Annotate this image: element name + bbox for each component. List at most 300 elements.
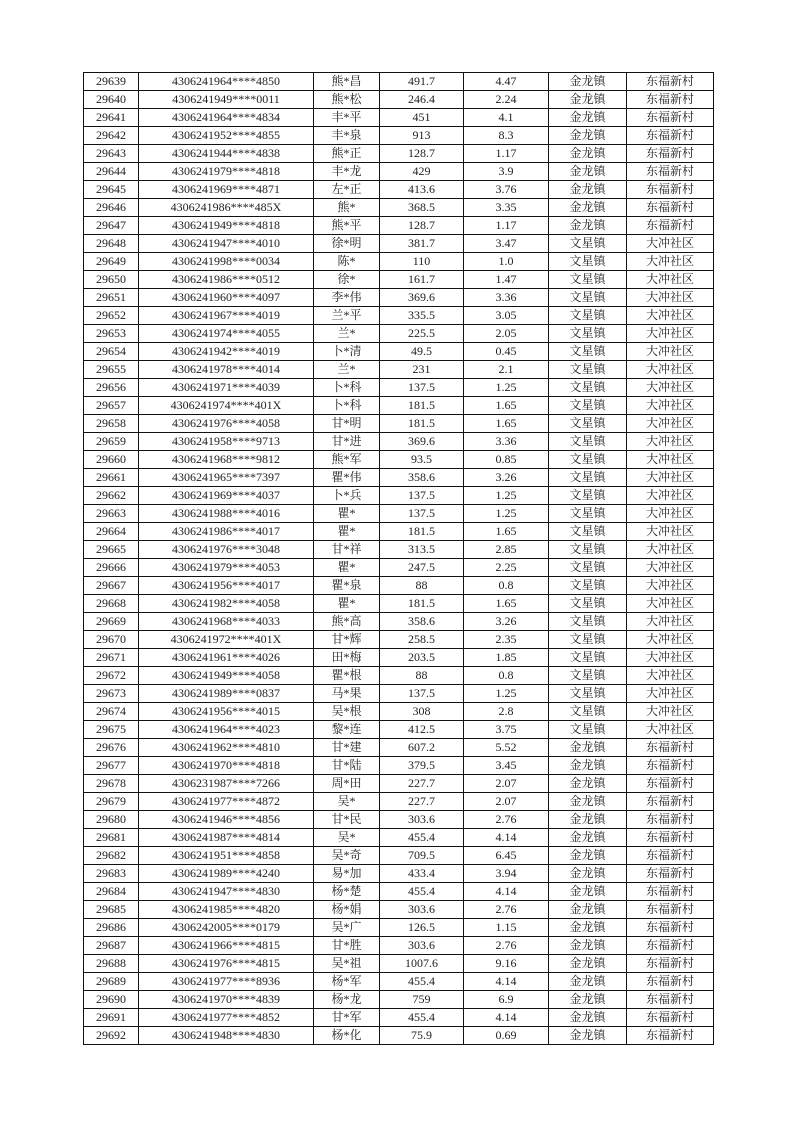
name-cell: 杨*龙 bbox=[314, 991, 380, 1009]
amount-cell: 308 bbox=[380, 703, 464, 721]
amount-cell: 88 bbox=[380, 667, 464, 685]
name-cell: 瞿*伟 bbox=[314, 469, 380, 487]
table-row bbox=[84, 343, 714, 361]
table-row bbox=[84, 235, 714, 253]
id-number-cell: 4306241979****4818 bbox=[139, 163, 314, 181]
amount-cell: 137.5 bbox=[380, 685, 464, 703]
name-cell: 丰*平 bbox=[314, 109, 380, 127]
town-cell: 文星镇 bbox=[549, 253, 627, 271]
name-cell: 卜*科 bbox=[314, 379, 380, 397]
id-number-cell: 4306241964****4834 bbox=[139, 109, 314, 127]
serial-number-cell: 29686 bbox=[84, 919, 139, 937]
quantity-cell: 0.8 bbox=[464, 667, 549, 685]
serial-number-cell: 29645 bbox=[84, 181, 139, 199]
town-cell: 金龙镇 bbox=[549, 1009, 627, 1027]
id-number-cell: 4306241947****4010 bbox=[139, 235, 314, 253]
id-number-cell: 4306241956****4017 bbox=[139, 577, 314, 595]
town-cell: 文星镇 bbox=[549, 415, 627, 433]
village-cell: 大冲社区 bbox=[627, 235, 714, 253]
amount-cell: 181.5 bbox=[380, 415, 464, 433]
id-number-cell: 4306241967****4019 bbox=[139, 307, 314, 325]
town-cell: 金龙镇 bbox=[549, 739, 627, 757]
village-cell: 东福新村 bbox=[627, 1027, 714, 1045]
amount-cell: 313.5 bbox=[380, 541, 464, 559]
amount-cell: 75.9 bbox=[380, 1027, 464, 1045]
quantity-cell: 8.3 bbox=[464, 127, 549, 145]
serial-number-cell: 29680 bbox=[84, 811, 139, 829]
amount-cell: 369.6 bbox=[380, 289, 464, 307]
quantity-cell: 0.85 bbox=[464, 451, 549, 469]
quantity-cell: 2.35 bbox=[464, 631, 549, 649]
village-cell: 东福新村 bbox=[627, 199, 714, 217]
serial-number-cell: 29677 bbox=[84, 757, 139, 775]
name-cell: 瞿* bbox=[314, 559, 380, 577]
quantity-cell: 5.52 bbox=[464, 739, 549, 757]
village-cell: 东福新村 bbox=[627, 811, 714, 829]
quantity-cell: 3.76 bbox=[464, 181, 549, 199]
name-cell: 卜*科 bbox=[314, 397, 380, 415]
table-row bbox=[84, 667, 714, 685]
id-number-cell: 4306241946****4856 bbox=[139, 811, 314, 829]
amount-cell: 137.5 bbox=[380, 379, 464, 397]
amount-cell: 181.5 bbox=[380, 397, 464, 415]
table-row bbox=[84, 649, 714, 667]
id-number-cell: 4306241978****4014 bbox=[139, 361, 314, 379]
quantity-cell: 3.36 bbox=[464, 289, 549, 307]
serial-number-cell: 29659 bbox=[84, 433, 139, 451]
village-cell: 大冲社区 bbox=[627, 379, 714, 397]
name-cell: 熊*高 bbox=[314, 613, 380, 631]
village-cell: 东福新村 bbox=[627, 847, 714, 865]
village-cell: 大冲社区 bbox=[627, 289, 714, 307]
table-row bbox=[84, 613, 714, 631]
id-number-cell: 4306241989****0837 bbox=[139, 685, 314, 703]
table-row bbox=[84, 505, 714, 523]
town-cell: 金龙镇 bbox=[549, 847, 627, 865]
name-cell: 陈* bbox=[314, 253, 380, 271]
town-cell: 金龙镇 bbox=[549, 127, 627, 145]
table-row bbox=[84, 415, 714, 433]
name-cell: 周*田 bbox=[314, 775, 380, 793]
amount-cell: 203.5 bbox=[380, 649, 464, 667]
quantity-cell: 2.76 bbox=[464, 937, 549, 955]
serial-number-cell: 29683 bbox=[84, 865, 139, 883]
table-row bbox=[84, 433, 714, 451]
town-cell: 文星镇 bbox=[549, 451, 627, 469]
name-cell: 田*梅 bbox=[314, 649, 380, 667]
town-cell: 金龙镇 bbox=[549, 955, 627, 973]
village-cell: 东福新村 bbox=[627, 163, 714, 181]
name-cell: 甘*建 bbox=[314, 739, 380, 757]
amount-cell: 413.6 bbox=[380, 181, 464, 199]
amount-cell: 247.5 bbox=[380, 559, 464, 577]
village-cell: 大冲社区 bbox=[627, 505, 714, 523]
name-cell: 熊*平 bbox=[314, 217, 380, 235]
quantity-cell: 1.47 bbox=[464, 271, 549, 289]
serial-number-cell: 29661 bbox=[84, 469, 139, 487]
amount-cell: 126.5 bbox=[380, 919, 464, 937]
town-cell: 文星镇 bbox=[549, 235, 627, 253]
village-cell: 大冲社区 bbox=[627, 613, 714, 631]
table-row bbox=[84, 487, 714, 505]
name-cell: 甘*进 bbox=[314, 433, 380, 451]
id-number-cell: 4306241985****4820 bbox=[139, 901, 314, 919]
quantity-cell: 2.24 bbox=[464, 91, 549, 109]
serial-number-cell: 29654 bbox=[84, 343, 139, 361]
village-cell: 大冲社区 bbox=[627, 721, 714, 739]
town-cell: 文星镇 bbox=[549, 487, 627, 505]
id-number-cell: 4306241949****4058 bbox=[139, 667, 314, 685]
amount-cell: 369.6 bbox=[380, 433, 464, 451]
name-cell: 杨*军 bbox=[314, 973, 380, 991]
name-cell: 丰*龙 bbox=[314, 163, 380, 181]
village-cell: 大冲社区 bbox=[627, 577, 714, 595]
name-cell: 熊* bbox=[314, 199, 380, 217]
id-number-cell: 4306241977****4852 bbox=[139, 1009, 314, 1027]
id-number-cell: 4306241948****4830 bbox=[139, 1027, 314, 1045]
town-cell: 文星镇 bbox=[549, 325, 627, 343]
amount-cell: 491.7 bbox=[380, 73, 464, 91]
village-cell: 大冲社区 bbox=[627, 703, 714, 721]
town-cell: 文星镇 bbox=[549, 469, 627, 487]
amount-cell: 303.6 bbox=[380, 937, 464, 955]
name-cell: 吴* bbox=[314, 793, 380, 811]
table-row bbox=[84, 289, 714, 307]
table-body bbox=[84, 73, 714, 1045]
name-cell: 吴*广 bbox=[314, 919, 380, 937]
table-row bbox=[84, 865, 714, 883]
table-row bbox=[84, 397, 714, 415]
name-cell: 卜*清 bbox=[314, 343, 380, 361]
id-number-cell: 4306241976****3048 bbox=[139, 541, 314, 559]
id-number-cell: 4306241949****0011 bbox=[139, 91, 314, 109]
quantity-cell: 1.65 bbox=[464, 415, 549, 433]
name-cell: 甘*民 bbox=[314, 811, 380, 829]
amount-cell: 110 bbox=[380, 253, 464, 271]
name-cell: 徐* bbox=[314, 271, 380, 289]
quantity-cell: 1.25 bbox=[464, 685, 549, 703]
amount-cell: 181.5 bbox=[380, 523, 464, 541]
serial-number-cell: 29664 bbox=[84, 523, 139, 541]
town-cell: 文星镇 bbox=[549, 343, 627, 361]
town-cell: 文星镇 bbox=[549, 289, 627, 307]
serial-number-cell: 29670 bbox=[84, 631, 139, 649]
id-number-cell: 4306242005****0179 bbox=[139, 919, 314, 937]
serial-number-cell: 29666 bbox=[84, 559, 139, 577]
quantity-cell: 1.0 bbox=[464, 253, 549, 271]
name-cell: 甘*辉 bbox=[314, 631, 380, 649]
town-cell: 金龙镇 bbox=[549, 811, 627, 829]
amount-cell: 231 bbox=[380, 361, 464, 379]
table-row bbox=[84, 577, 714, 595]
village-cell: 东福新村 bbox=[627, 1009, 714, 1027]
amount-cell: 93.5 bbox=[380, 451, 464, 469]
village-cell: 东福新村 bbox=[627, 955, 714, 973]
quantity-cell: 2.07 bbox=[464, 775, 549, 793]
village-cell: 大冲社区 bbox=[627, 649, 714, 667]
amount-cell: 455.4 bbox=[380, 829, 464, 847]
id-number-cell: 4306241969****4037 bbox=[139, 487, 314, 505]
amount-cell: 1007.6 bbox=[380, 955, 464, 973]
serial-number-cell: 29692 bbox=[84, 1027, 139, 1045]
village-cell: 东福新村 bbox=[627, 91, 714, 109]
table-row bbox=[84, 739, 714, 757]
id-number-cell: 4306231987****7266 bbox=[139, 775, 314, 793]
table-row bbox=[84, 271, 714, 289]
village-cell: 东福新村 bbox=[627, 919, 714, 937]
name-cell: 甘*祥 bbox=[314, 541, 380, 559]
serial-number-cell: 29658 bbox=[84, 415, 139, 433]
amount-cell: 455.4 bbox=[380, 1009, 464, 1027]
village-cell: 东福新村 bbox=[627, 109, 714, 127]
town-cell: 金龙镇 bbox=[549, 991, 627, 1009]
quantity-cell: 3.75 bbox=[464, 721, 549, 739]
table-row bbox=[84, 127, 714, 145]
quantity-cell: 3.45 bbox=[464, 757, 549, 775]
id-number-cell: 4306241942****4019 bbox=[139, 343, 314, 361]
id-number-cell: 4306241966****4815 bbox=[139, 937, 314, 955]
town-cell: 金龙镇 bbox=[549, 937, 627, 955]
serial-number-cell: 29657 bbox=[84, 397, 139, 415]
table-row bbox=[84, 253, 714, 271]
serial-number-cell: 29665 bbox=[84, 541, 139, 559]
village-cell: 东福新村 bbox=[627, 73, 714, 91]
table-row bbox=[84, 847, 714, 865]
amount-cell: 455.4 bbox=[380, 973, 464, 991]
table-row bbox=[84, 523, 714, 541]
village-cell: 东福新村 bbox=[627, 127, 714, 145]
quantity-cell: 2.8 bbox=[464, 703, 549, 721]
amount-cell: 128.7 bbox=[380, 145, 464, 163]
serial-number-cell: 29656 bbox=[84, 379, 139, 397]
serial-number-cell: 29648 bbox=[84, 235, 139, 253]
village-cell: 大冲社区 bbox=[627, 541, 714, 559]
name-cell: 吴*奇 bbox=[314, 847, 380, 865]
name-cell: 易*加 bbox=[314, 865, 380, 883]
village-cell: 东福新村 bbox=[627, 145, 714, 163]
name-cell: 熊*正 bbox=[314, 145, 380, 163]
serial-number-cell: 29642 bbox=[84, 127, 139, 145]
table-row bbox=[84, 361, 714, 379]
serial-number-cell: 29663 bbox=[84, 505, 139, 523]
table-row bbox=[84, 451, 714, 469]
amount-cell: 455.4 bbox=[380, 883, 464, 901]
quantity-cell: 6.9 bbox=[464, 991, 549, 1009]
serial-number-cell: 29660 bbox=[84, 451, 139, 469]
name-cell: 甘*胜 bbox=[314, 937, 380, 955]
amount-cell: 433.4 bbox=[380, 865, 464, 883]
name-cell: 瞿* bbox=[314, 523, 380, 541]
table-row bbox=[84, 919, 714, 937]
town-cell: 文星镇 bbox=[549, 577, 627, 595]
village-cell: 大冲社区 bbox=[627, 415, 714, 433]
amount-cell: 137.5 bbox=[380, 505, 464, 523]
amount-cell: 137.5 bbox=[380, 487, 464, 505]
serial-number-cell: 29684 bbox=[84, 883, 139, 901]
quantity-cell: 2.85 bbox=[464, 541, 549, 559]
village-cell: 大冲社区 bbox=[627, 271, 714, 289]
table-row bbox=[84, 217, 714, 235]
table-row bbox=[84, 721, 714, 739]
serial-number-cell: 29653 bbox=[84, 325, 139, 343]
town-cell: 文星镇 bbox=[549, 685, 627, 703]
id-number-cell: 4306241965****7397 bbox=[139, 469, 314, 487]
amount-cell: 358.6 bbox=[380, 469, 464, 487]
name-cell: 熊*昌 bbox=[314, 73, 380, 91]
quantity-cell: 4.47 bbox=[464, 73, 549, 91]
amount-cell: 303.6 bbox=[380, 811, 464, 829]
name-cell: 吴*根 bbox=[314, 703, 380, 721]
serial-number-cell: 29682 bbox=[84, 847, 139, 865]
table-row bbox=[84, 307, 714, 325]
name-cell: 马*果 bbox=[314, 685, 380, 703]
town-cell: 文星镇 bbox=[549, 523, 627, 541]
quantity-cell: 1.25 bbox=[464, 505, 549, 523]
serial-number-cell: 29672 bbox=[84, 667, 139, 685]
quantity-cell: 3.26 bbox=[464, 613, 549, 631]
table-row bbox=[84, 631, 714, 649]
quantity-cell: 1.17 bbox=[464, 217, 549, 235]
quantity-cell: 0.8 bbox=[464, 577, 549, 595]
serial-number-cell: 29671 bbox=[84, 649, 139, 667]
name-cell: 瞿* bbox=[314, 505, 380, 523]
id-number-cell: 4306241998****0034 bbox=[139, 253, 314, 271]
town-cell: 文星镇 bbox=[549, 667, 627, 685]
table-row bbox=[84, 829, 714, 847]
id-number-cell: 4306241979****4053 bbox=[139, 559, 314, 577]
table-row bbox=[84, 595, 714, 613]
village-cell: 东福新村 bbox=[627, 937, 714, 955]
amount-cell: 335.5 bbox=[380, 307, 464, 325]
serial-number-cell: 29673 bbox=[84, 685, 139, 703]
serial-number-cell: 29668 bbox=[84, 595, 139, 613]
quantity-cell: 1.65 bbox=[464, 595, 549, 613]
name-cell: 瞿*根 bbox=[314, 667, 380, 685]
quantity-cell: 2.76 bbox=[464, 901, 549, 919]
table-row bbox=[84, 883, 714, 901]
amount-cell: 258.5 bbox=[380, 631, 464, 649]
town-cell: 文星镇 bbox=[549, 379, 627, 397]
records-table bbox=[83, 72, 714, 1045]
table-row bbox=[84, 145, 714, 163]
serial-number-cell: 29652 bbox=[84, 307, 139, 325]
id-number-cell: 4306241970****4839 bbox=[139, 991, 314, 1009]
id-number-cell: 4306241987****4814 bbox=[139, 829, 314, 847]
amount-cell: 49.5 bbox=[380, 343, 464, 361]
serial-number-cell: 29678 bbox=[84, 775, 139, 793]
amount-cell: 225.5 bbox=[380, 325, 464, 343]
name-cell: 徐*明 bbox=[314, 235, 380, 253]
town-cell: 金龙镇 bbox=[549, 1027, 627, 1045]
quantity-cell: 3.05 bbox=[464, 307, 549, 325]
table-row bbox=[84, 73, 714, 91]
village-cell: 东福新村 bbox=[627, 757, 714, 775]
town-cell: 金龙镇 bbox=[549, 91, 627, 109]
town-cell: 文星镇 bbox=[549, 271, 627, 289]
id-number-cell: 4306241962****4810 bbox=[139, 739, 314, 757]
name-cell: 杨*化 bbox=[314, 1027, 380, 1045]
village-cell: 大冲社区 bbox=[627, 253, 714, 271]
town-cell: 金龙镇 bbox=[549, 973, 627, 991]
table-row bbox=[84, 991, 714, 1009]
amount-cell: 88 bbox=[380, 577, 464, 595]
amount-cell: 412.5 bbox=[380, 721, 464, 739]
quantity-cell: 1.17 bbox=[464, 145, 549, 163]
table-row bbox=[84, 181, 714, 199]
name-cell: 熊*军 bbox=[314, 451, 380, 469]
town-cell: 金龙镇 bbox=[549, 919, 627, 937]
village-cell: 大冲社区 bbox=[627, 667, 714, 685]
id-number-cell: 4306241982****4058 bbox=[139, 595, 314, 613]
id-number-cell: 4306241968****4033 bbox=[139, 613, 314, 631]
quantity-cell: 3.9 bbox=[464, 163, 549, 181]
town-cell: 金龙镇 bbox=[549, 145, 627, 163]
serial-number-cell: 29685 bbox=[84, 901, 139, 919]
town-cell: 文星镇 bbox=[549, 559, 627, 577]
town-cell: 金龙镇 bbox=[549, 73, 627, 91]
town-cell: 金龙镇 bbox=[549, 163, 627, 181]
quantity-cell: 3.35 bbox=[464, 199, 549, 217]
quantity-cell: 2.07 bbox=[464, 793, 549, 811]
serial-number-cell: 29662 bbox=[84, 487, 139, 505]
amount-cell: 759 bbox=[380, 991, 464, 1009]
id-number-cell: 4306241974****401X bbox=[139, 397, 314, 415]
village-cell: 大冲社区 bbox=[627, 523, 714, 541]
serial-number-cell: 29646 bbox=[84, 199, 139, 217]
village-cell: 东福新村 bbox=[627, 775, 714, 793]
quantity-cell: 4.1 bbox=[464, 109, 549, 127]
name-cell: 卜*兵 bbox=[314, 487, 380, 505]
town-cell: 金龙镇 bbox=[549, 181, 627, 199]
village-cell: 大冲社区 bbox=[627, 559, 714, 577]
serial-number-cell: 29643 bbox=[84, 145, 139, 163]
name-cell: 熊*松 bbox=[314, 91, 380, 109]
serial-number-cell: 29649 bbox=[84, 253, 139, 271]
name-cell: 兰* bbox=[314, 361, 380, 379]
village-cell: 东福新村 bbox=[627, 901, 714, 919]
serial-number-cell: 29639 bbox=[84, 73, 139, 91]
quantity-cell: 2.1 bbox=[464, 361, 549, 379]
town-cell: 金龙镇 bbox=[549, 199, 627, 217]
id-number-cell: 4306241971****4039 bbox=[139, 379, 314, 397]
town-cell: 文星镇 bbox=[549, 361, 627, 379]
id-number-cell: 4306241977****8936 bbox=[139, 973, 314, 991]
id-number-cell: 4306241977****4872 bbox=[139, 793, 314, 811]
name-cell: 杨*楚 bbox=[314, 883, 380, 901]
quantity-cell: 1.85 bbox=[464, 649, 549, 667]
name-cell: 甘*明 bbox=[314, 415, 380, 433]
quantity-cell: 0.45 bbox=[464, 343, 549, 361]
name-cell: 吴* bbox=[314, 829, 380, 847]
table-row bbox=[84, 469, 714, 487]
town-cell: 文星镇 bbox=[549, 307, 627, 325]
village-cell: 东福新村 bbox=[627, 883, 714, 901]
town-cell: 文星镇 bbox=[549, 631, 627, 649]
table-row bbox=[84, 793, 714, 811]
id-number-cell: 4306241986****4017 bbox=[139, 523, 314, 541]
village-cell: 大冲社区 bbox=[627, 397, 714, 415]
id-number-cell: 4306241972****401X bbox=[139, 631, 314, 649]
quantity-cell: 1.25 bbox=[464, 487, 549, 505]
quantity-cell: 4.14 bbox=[464, 973, 549, 991]
amount-cell: 381.7 bbox=[380, 235, 464, 253]
town-cell: 文星镇 bbox=[549, 433, 627, 451]
id-number-cell: 4306241952****4855 bbox=[139, 127, 314, 145]
amount-cell: 246.4 bbox=[380, 91, 464, 109]
quantity-cell: 6.45 bbox=[464, 847, 549, 865]
table-row bbox=[84, 109, 714, 127]
quantity-cell: 1.25 bbox=[464, 379, 549, 397]
